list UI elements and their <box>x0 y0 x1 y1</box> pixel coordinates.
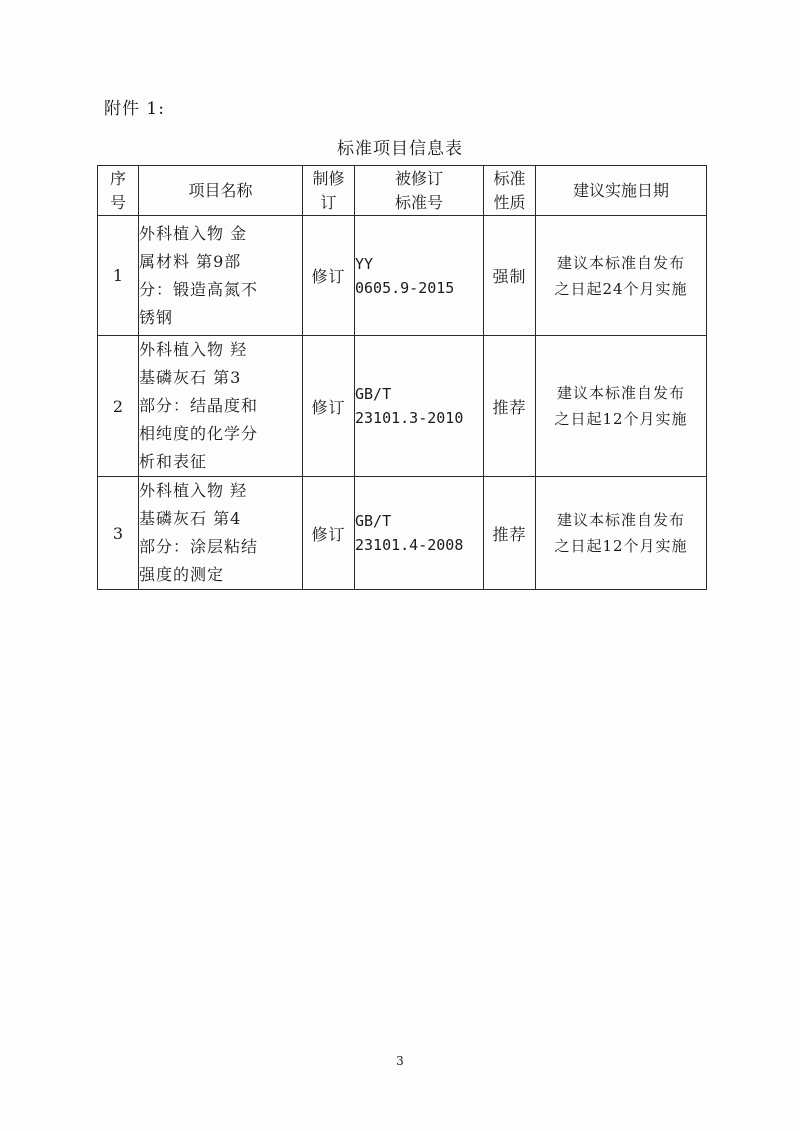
row-project-name: 外科植入物 羟 基磷灰石 第4 部分：涂层粘结 强度的测定 <box>139 477 303 590</box>
table-title: 标准项目信息表 <box>337 139 463 159</box>
header-row <box>98 166 707 216</box>
row-project-name: 外科植入物 金 属材料 第9部 分：锻造高氮不 锈钢 <box>139 216 303 336</box>
table-row <box>98 216 707 336</box>
row-revision-type: 修订 <box>303 336 355 477</box>
header-project-name: 项目名称 <box>139 166 303 216</box>
row-revised-standard: YY 0605.9-2015 <box>355 216 484 336</box>
header-standard-nature: 标准 性质 <box>484 166 536 216</box>
header-revision-type: 制修 订 <box>303 166 355 216</box>
header-seq: 序 号 <box>98 166 139 216</box>
row-seq: 1 <box>98 216 139 336</box>
header-implementation-date: 建议实施日期 <box>536 166 707 216</box>
row-revised-standard: GB/T 23101.4-2008 <box>355 477 484 590</box>
row-implementation-date: 建议本标准自发布 之日起24个月实施 <box>536 216 707 336</box>
table-row <box>98 336 707 477</box>
row-seq: 2 <box>98 336 139 477</box>
row-project-name: 外科植入物 羟 基磷灰石 第3 部分：结晶度和 相纯度的化学分 析和表征 <box>139 336 303 477</box>
standard-project-table <box>97 165 707 590</box>
table-row <box>98 477 707 590</box>
row-revision-type: 修订 <box>303 216 355 336</box>
row-implementation-date: 建议本标准自发布 之日起12个月实施 <box>536 336 707 477</box>
row-seq: 3 <box>98 477 139 590</box>
row-standard-nature: 强制 <box>484 216 536 336</box>
attachment-label: 附件 1: <box>104 99 165 119</box>
header-revised-standard: 被修订 标准号 <box>355 166 484 216</box>
row-implementation-date: 建议本标准自发布 之日起12个月实施 <box>536 477 707 590</box>
page-number: 3 <box>396 1054 404 1068</box>
row-standard-nature: 推荐 <box>484 477 536 590</box>
row-standard-nature: 推荐 <box>484 336 536 477</box>
row-revision-type: 修订 <box>303 477 355 590</box>
row-revised-standard: GB/T 23101.3-2010 <box>355 336 484 477</box>
